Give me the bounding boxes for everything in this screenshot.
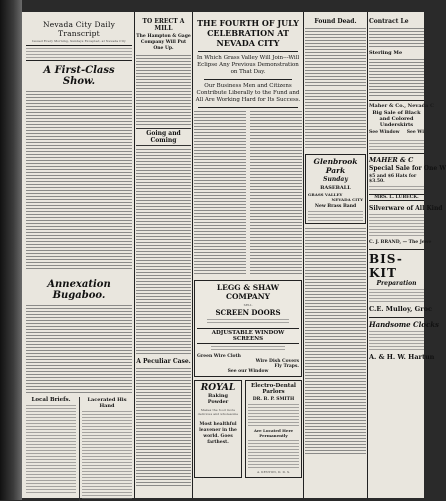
headline-going-coming: Going and Coming [146,130,181,144]
ad-legg-shaw: LEGG & SHAW COMPANY [216,283,280,301]
ad-hats: $5 and $6 Hats for $3.50. [369,174,417,184]
masthead-subtitle: Issued Every Morning, Sundays Excepted, at Nevada City [32,39,126,43]
headline-erect-mill: TO ERECT A MILL [142,18,185,32]
ad-green-wire: Green Wire Cloth [197,354,241,359]
masthead-title: Nevada City Daily Transcript [42,20,116,38]
ad-sterling: Sterling Me [369,50,403,56]
ad-wire-covers: Wire Dish Covers [255,359,299,364]
ad-big-sale: Big Sale of Black and Colored Underskirts [372,110,421,128]
subhead-hampton-gage: The Hampton & Gage Company Will Put One Up. [136,34,191,51]
ad-fly-traps: Fly Traps. [274,364,299,369]
column-2 [136,16,191,496]
headline-annexation: Annexation Bugaboo. [47,279,111,301]
column-3 [194,16,302,496]
headline-first-class-show: A First-Class Show. [43,65,115,87]
feature-deck-1: In Which Grass Valley Will Join---Will Eclipse Any Previous Demonstration on That Day. [196,55,300,75]
ad-silverware: Silverware of All Kind [369,205,443,212]
ad-see-window: See our Window [227,369,269,374]
ad-brand: C. J. BRAND, — The Jewe [369,240,432,245]
headline-local-briefs: Local Briefs. [31,397,71,403]
ad-kenyon: A. KENYON, D. D. S. [256,470,291,474]
ad-see-wi: See Wi [406,130,424,135]
column-4 [305,16,366,496]
ad-glenbrook: Glenbrook Park [313,157,358,175]
ad-sell: SELL [243,303,253,307]
ad-baseball: BASEBALL [320,185,351,191]
ad-royal: ROYAL [200,383,236,393]
column-rule [367,12,368,498]
ad-mulloy: C.E. Mulloy, Groc [369,305,432,313]
ad-handsome-clocks: Handsome Clocks [369,320,439,329]
feature-headline: THE FOURTH OF JULY CELEBRATION AT NEVADA CITY [197,18,299,48]
ad-new-band: New Brass Band [314,204,357,209]
ad-adjustable-screens: ADJUSTABLE WINDOW SCREENS [211,330,285,342]
ad-maher-co: Maher & Co., Nevada C [369,103,435,109]
ad-bis-kit: BIS-KIT [369,252,403,280]
headline-lacerated: Lacerated His Hand [87,397,127,409]
ad-most-healthful: Most healthful leavener in the world. Goes farthest. [199,422,237,445]
ad-sunday: Sunday [323,176,348,183]
ad-special-sale: Special Sale for One W [369,165,446,172]
ad-maher-2: MAHER & C [369,156,414,164]
column-rule [134,12,135,498]
ad-permanently-located: Are Located Here Permanently [253,428,294,438]
ad-electro-dental: Electro-Dental Parlors [251,383,296,395]
feature-deck-2: Our Business Men and Citizens Contribute Liberally to the Fund and All Are Working Hard for Its Success. [195,83,301,103]
ad-lubeck: MRS. L. LUBECK. [369,194,424,201]
ad-hartung: A. & H. W. Hartun [369,353,435,361]
column-rule [192,12,193,498]
ad-screen-doors: SCREEN DOORS [215,308,281,317]
ad-nevada-city: NEVADA CITY [331,197,363,202]
ad-royal-tagline: Makes the food more delicious and wholesome [197,408,239,416]
headline-found-dead: Found Dead. [314,18,357,25]
ad-dr-smith: DR. B. P. SMITH [252,397,295,402]
ad-baking-powder: Baking Powder [207,393,229,405]
book-binding [0,0,22,500]
headline-peculiar: A Peculiar Case. [136,358,191,365]
ad-preparation: Preparation [376,280,417,287]
newspaper-page [22,12,446,498]
column-1 [26,16,132,496]
column-5 [369,16,446,496]
column-rule [303,12,304,498]
headline-contract: Contract Le [369,18,409,25]
ad-grass-valley: GRASS VALLEY [308,192,343,197]
ad-see-window-2: See Window [369,130,400,135]
